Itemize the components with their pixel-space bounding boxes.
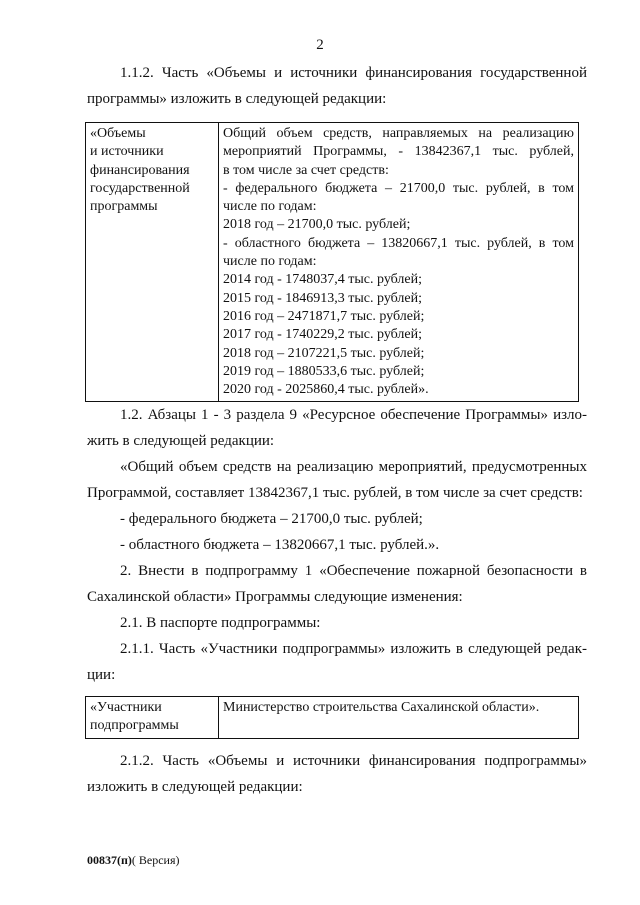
value-line: 2018 год – 21700,0 тыс. рублей; xyxy=(223,217,411,233)
value-line: 2015 год - 1846913,3 тыс. рублей; xyxy=(223,290,423,306)
document-version: ( Версия) xyxy=(131,853,180,867)
value-line: 2016 год – 2471871,7 тыс. рублей; xyxy=(223,308,425,324)
paragraph-line: «Общий объем средств на реализацию мероприятий, предусмотренных xyxy=(120,459,587,475)
table-row xyxy=(86,697,579,739)
table-value-cell xyxy=(219,123,579,402)
table-label-cell xyxy=(86,123,219,402)
paragraph-federal-budget: - федерального бюджета – 21700,0 тыс. рублей; xyxy=(120,511,423,527)
value-line: Общий объем средств, направляемых на реализацию xyxy=(223,126,574,141)
participants-table xyxy=(85,696,579,739)
value-line: мероприятий Программы, - 13842367,1 тыс. рублей, xyxy=(223,144,574,160)
value-line: - федерального бюджета – 21700,0 тыс. рублей, в том xyxy=(223,180,574,196)
table-label-cell xyxy=(86,697,219,739)
paragraph-1-2 xyxy=(87,402,587,454)
value-line: - областного бюджета – 13820667,1 тыс. рублей, в том xyxy=(223,235,574,251)
label-line: программы xyxy=(90,199,158,215)
table-row xyxy=(86,123,579,402)
paragraph-line: программы» изложить в следующей редакции: xyxy=(87,91,387,107)
paragraph-regional-budget: - областного бюджета – 13820667,1 тыс. рублей.». xyxy=(120,537,440,553)
value-line: 2020 год - 2025860,4 тыс. рублей». xyxy=(223,382,429,398)
label-line: государственной xyxy=(90,180,190,196)
paragraph-2-1: 2.1. В паспорте подпрограммы: xyxy=(120,615,321,631)
value-line: Министерство строительства Сахалинской области». xyxy=(223,700,540,715)
paragraph-line: Сахалинской области» Программы следующие изменения: xyxy=(87,589,463,605)
paragraph-total-volume xyxy=(87,454,587,506)
value-line: 2018 год – 2107221,5 тыс. рублей; xyxy=(223,345,425,361)
paragraph-line: Программой, составляет 13842367,1 тыс. рублей, в том числе за счет средств: xyxy=(87,485,583,501)
value-line: числе по годам: xyxy=(223,254,317,270)
document-code-footer xyxy=(87,853,180,868)
value-line: 2019 год – 1880533,6 тыс. рублей; xyxy=(223,363,425,379)
value-line: 2014 год - 1748037,4 тыс. рублей; xyxy=(223,272,423,288)
financing-volumes-table xyxy=(85,122,579,402)
value-line: 2017 год - 1740229,2 тыс. рублей; xyxy=(223,327,423,343)
paragraph-line: 1.1.2. Часть «Объемы и источники финансирования государственной xyxy=(120,65,587,81)
paragraph-line: изложить в следующей редакции: xyxy=(87,779,303,795)
paragraph-line: 2. Внести в подпрограмму 1 «Обеспечение пожарной безопасности в xyxy=(120,563,587,579)
label-line: финансирования xyxy=(90,162,190,178)
paragraph-line: ции: xyxy=(87,667,116,683)
paragraph-line: 2.1.1. Часть «Участники подпрограммы» изложить в следующей редак- xyxy=(120,641,587,657)
document-code: 00837(п) xyxy=(87,853,132,867)
value-line: в том числе за счет средств: xyxy=(223,162,389,178)
paragraph-line: 1.2. Абзацы 1 - 3 раздела 9 «Ресурсное обеспечение Программы» изло- xyxy=(120,407,587,423)
paragraph-2-1-2 xyxy=(87,748,587,800)
page-number: 2 xyxy=(316,37,324,53)
paragraph-2 xyxy=(87,558,587,610)
label-line: «Объемы xyxy=(90,126,146,141)
label-line: подпрограммы xyxy=(90,718,179,734)
paragraph-1-1-2 xyxy=(87,60,587,112)
value-line: числе по годам: xyxy=(223,199,317,215)
paragraph-line: 2.1.2. Часть «Объемы и источники финансирования подпрограммы» xyxy=(120,753,587,769)
paragraph-line: жить в следующей редакции: xyxy=(87,433,275,449)
paragraph-2-1-1 xyxy=(87,636,587,688)
table-value-cell xyxy=(219,697,579,739)
label-line: «Участники xyxy=(90,700,162,715)
label-line: и источники xyxy=(90,144,164,160)
